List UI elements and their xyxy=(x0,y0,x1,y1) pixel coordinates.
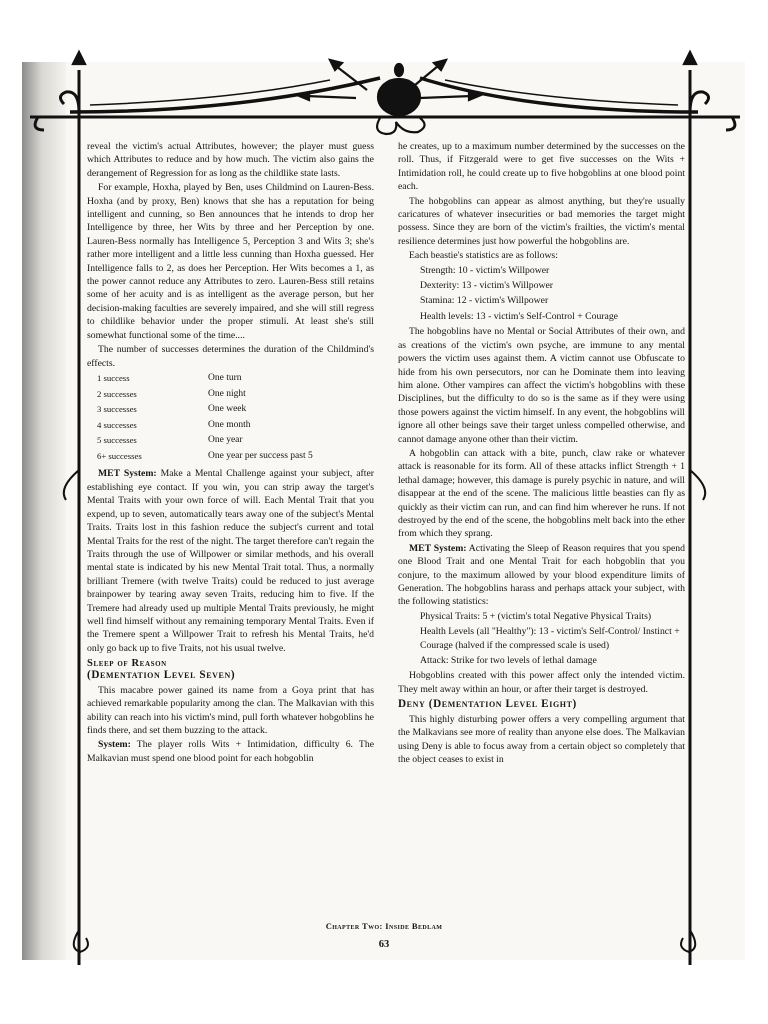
met-system-label: MET System: xyxy=(98,468,157,480)
paragraph: This macabre power gained its name from a Goya print that has achieved remarkable popularity among the clan. The Malkavian with this ability can reach into his victim's mind, pull forth whatever hobgoblins he finds there, and set them buzzing to the attack. xyxy=(87,684,374,736)
section-heading xyxy=(87,658,374,682)
table-row xyxy=(97,403,313,419)
table-cell: One night xyxy=(208,388,246,399)
paragraph: The hobgoblins can appear as almost anything, but they're usually caricatures of whatever insecurities or bad memories the target might possess. Since they are born of the victim's frailties, the victim's mental resilience determines just how powerful the hobgoblins are. xyxy=(398,195,685,247)
table-cell: 2 successes xyxy=(97,388,137,399)
met-system-paragraph xyxy=(87,467,374,655)
table-row xyxy=(97,450,313,466)
stat-line: Health levels: 13 - victim's Self-Control + Courage xyxy=(420,310,618,322)
met-system-paragraph xyxy=(398,542,685,609)
table-cell: One year xyxy=(208,435,243,446)
paragraph: Hobgoblins created with this power affect only the intended victim. They melt away within an hour, or after their target is destroyed. xyxy=(398,670,685,695)
stat-line: Dexterity: 13 - victim's Willpower xyxy=(420,280,554,292)
system-text: The player rolls Wits + Intimidation, difficulty 6. The Malkavian must spend one blood point for each hobgoblin xyxy=(87,739,374,764)
page-number: 63 xyxy=(378,939,390,950)
book-spine-shadow xyxy=(22,62,66,960)
table-cell: One turn xyxy=(208,372,242,383)
stat-line: Health Levels (all "Healthy"): 13 - victim's Self-Control/ Instinct + xyxy=(420,626,680,638)
paragraph: reveal the victim's actual Attributes, however; the player must guess which Attributes to reduce and by how much. The victim also gains the derangement of Regression for as long as the childlike state lasts. xyxy=(87,141,374,179)
stat-line: Physical Traits: 5 + (victim's total Negative Physical Traits) xyxy=(420,610,652,622)
table-cell: One month xyxy=(208,419,251,430)
right-text-column xyxy=(398,140,685,768)
section-heading: Deny (Dementation Level Eight) xyxy=(398,698,577,711)
table-cell: 3 successes xyxy=(97,404,137,415)
table-cell: One year per success past 5 xyxy=(208,450,313,461)
heading-subtitle: (Dementation Level Seven) xyxy=(87,668,236,681)
table-row xyxy=(97,388,313,404)
table-cell: 4 successes xyxy=(97,419,137,430)
table-cell: 1 success xyxy=(97,372,130,383)
system-label: System: xyxy=(98,739,131,751)
paragraph: This highly disturbing power offers a very compelling argument that the Malkavians see more of reality than anyone else does. The Malkavian using Deny is able to focus away from a certain object so completely that the object ceases to exist in xyxy=(398,714,685,766)
table-row xyxy=(97,419,313,435)
paragraph: The number of successes determines the duration of the Childmind's effects. xyxy=(87,344,374,369)
paragraph: For example, Hoxha, played by Ben, uses Childmind on Lauren-Bess. Hoxha (and by proxy, Ben) knows that she has a reputation for being intelligent and cunning, so Ben announces that he intends to drop her Intelligence by three, her Wits by three and her Perception by one. Lauren-Bess normally has Intelligence 5, Perception 3 and Wits 3; she's rather more intelligent and a little less cunning than Hoxha guessed. Her Intelligence falls to 2, as does her Perception. Her Wits becomes a 1, as the power cannot reduce any Attributes to zero. Lauren-Bess still retains some of her acuity and is as intelligent as the average person, but her decision-making faculties are severely impaired, and she will still regress to childlike behavior under the proper stimuli. At least she's still somewhat functional some of the time.... xyxy=(87,182,374,341)
stat-line: Strength: 10 - victim's Willpower xyxy=(420,264,550,276)
table-row xyxy=(97,434,313,450)
paragraph: Each beastie's statistics are as follows: xyxy=(409,250,558,262)
table-cell: 5 successes xyxy=(97,435,137,446)
table-cell: 6+ successes xyxy=(97,450,142,461)
paragraph: he creates, up to a maximum number determined by the successes on the roll. Thus, if Fitzgerald were to get five successes on the Wits + Intimidation roll, he could create up to five hobgoblins at one blood point each. xyxy=(398,141,685,193)
left-text-column xyxy=(87,140,374,766)
stat-line: Stamina: 12 - victim's Willpower xyxy=(420,295,549,307)
paragraph: The hobgoblins have no Mental or Social Attributes of their own, and as creations of the victim's own psyche, are immune to any mental powers the victim uses against them. A victim cannot use Obfuscate to hide from his own persecutors, nor can he Dominate them into leaving him alone. Other vampires can affect the victim's hobgoblins with these Disciplines, but the difficulty to do so is the same as if they were using those powers against the victim himself. In any event, the hobgoblins will ignore all other beings save their target unless compelled otherwise, and cannot damage anyone other than their victim. xyxy=(398,326,685,445)
met-system-text: Make a Mental Challenge against your subject, after establishing eye contact. If you win, you can strip away the target's Mental Traits with your own force of will. Each Mental Trait that you expend, up to seven, automatically tears away one of the subject's Mental Traits. Traits lost in this fashion reduce the subject's current and total Mental Traits for the rest of the night. The target therefore can't regain the Traits through the use of Willpower or similar methods, and his overall mental state is indicated by his new Mental Trait total. Thus, a normally brilliant Tremere (with twelve Traits) could be reduced to just average brainpower by tearing away seven Traits, reducing him to five. If the Tremere had already used up multiple Mental Traits previously, he might well find himself without any remaining temporary Mental Traits. Even if the Tremere spent a Willpower Trait to refresh his Mental Traits, he'd only go back up to five Traits, not his usual twelve. xyxy=(87,468,375,654)
heading-title: Sleep of Reason xyxy=(87,658,167,670)
system-paragraph xyxy=(87,738,374,765)
successes-duration-table xyxy=(97,372,313,466)
table-cell: One week xyxy=(208,404,247,415)
met-system-label: MET System: xyxy=(409,542,467,554)
stat-line: Attack: Strike for two levels of lethal damage xyxy=(420,655,597,667)
paragraph: A hobgoblin can attack with a bite, punch, claw rake or whatever attack is reasonable for its form. All of these attacks inflict Strength + 1 lethal damage; however, this damage is purely psychic in nature, and will disappear at the end of the scene. The malicious little beasties can fly as quickly as their victim can run, and can find him wherever he runs. If not destroyed by the end of the scene, the hobgoblins melt back into the ether from which they sprang. xyxy=(398,447,685,540)
running-footer-title: Chapter Two: Inside Bedlam xyxy=(325,921,443,931)
stat-line: Courage (halved if the compressed scale is used) xyxy=(420,639,610,651)
table-row xyxy=(97,372,313,388)
met-system-text: Activating the Sleep of Reason requires that you spend one Blood Trait and one Mental Trait for each hobgoblin that you conjure, to the maximum allowed by your blood expenditure limits of Generation. The hobgoblins harass and perhaps attack your subject, with the following statistics: xyxy=(398,542,685,608)
